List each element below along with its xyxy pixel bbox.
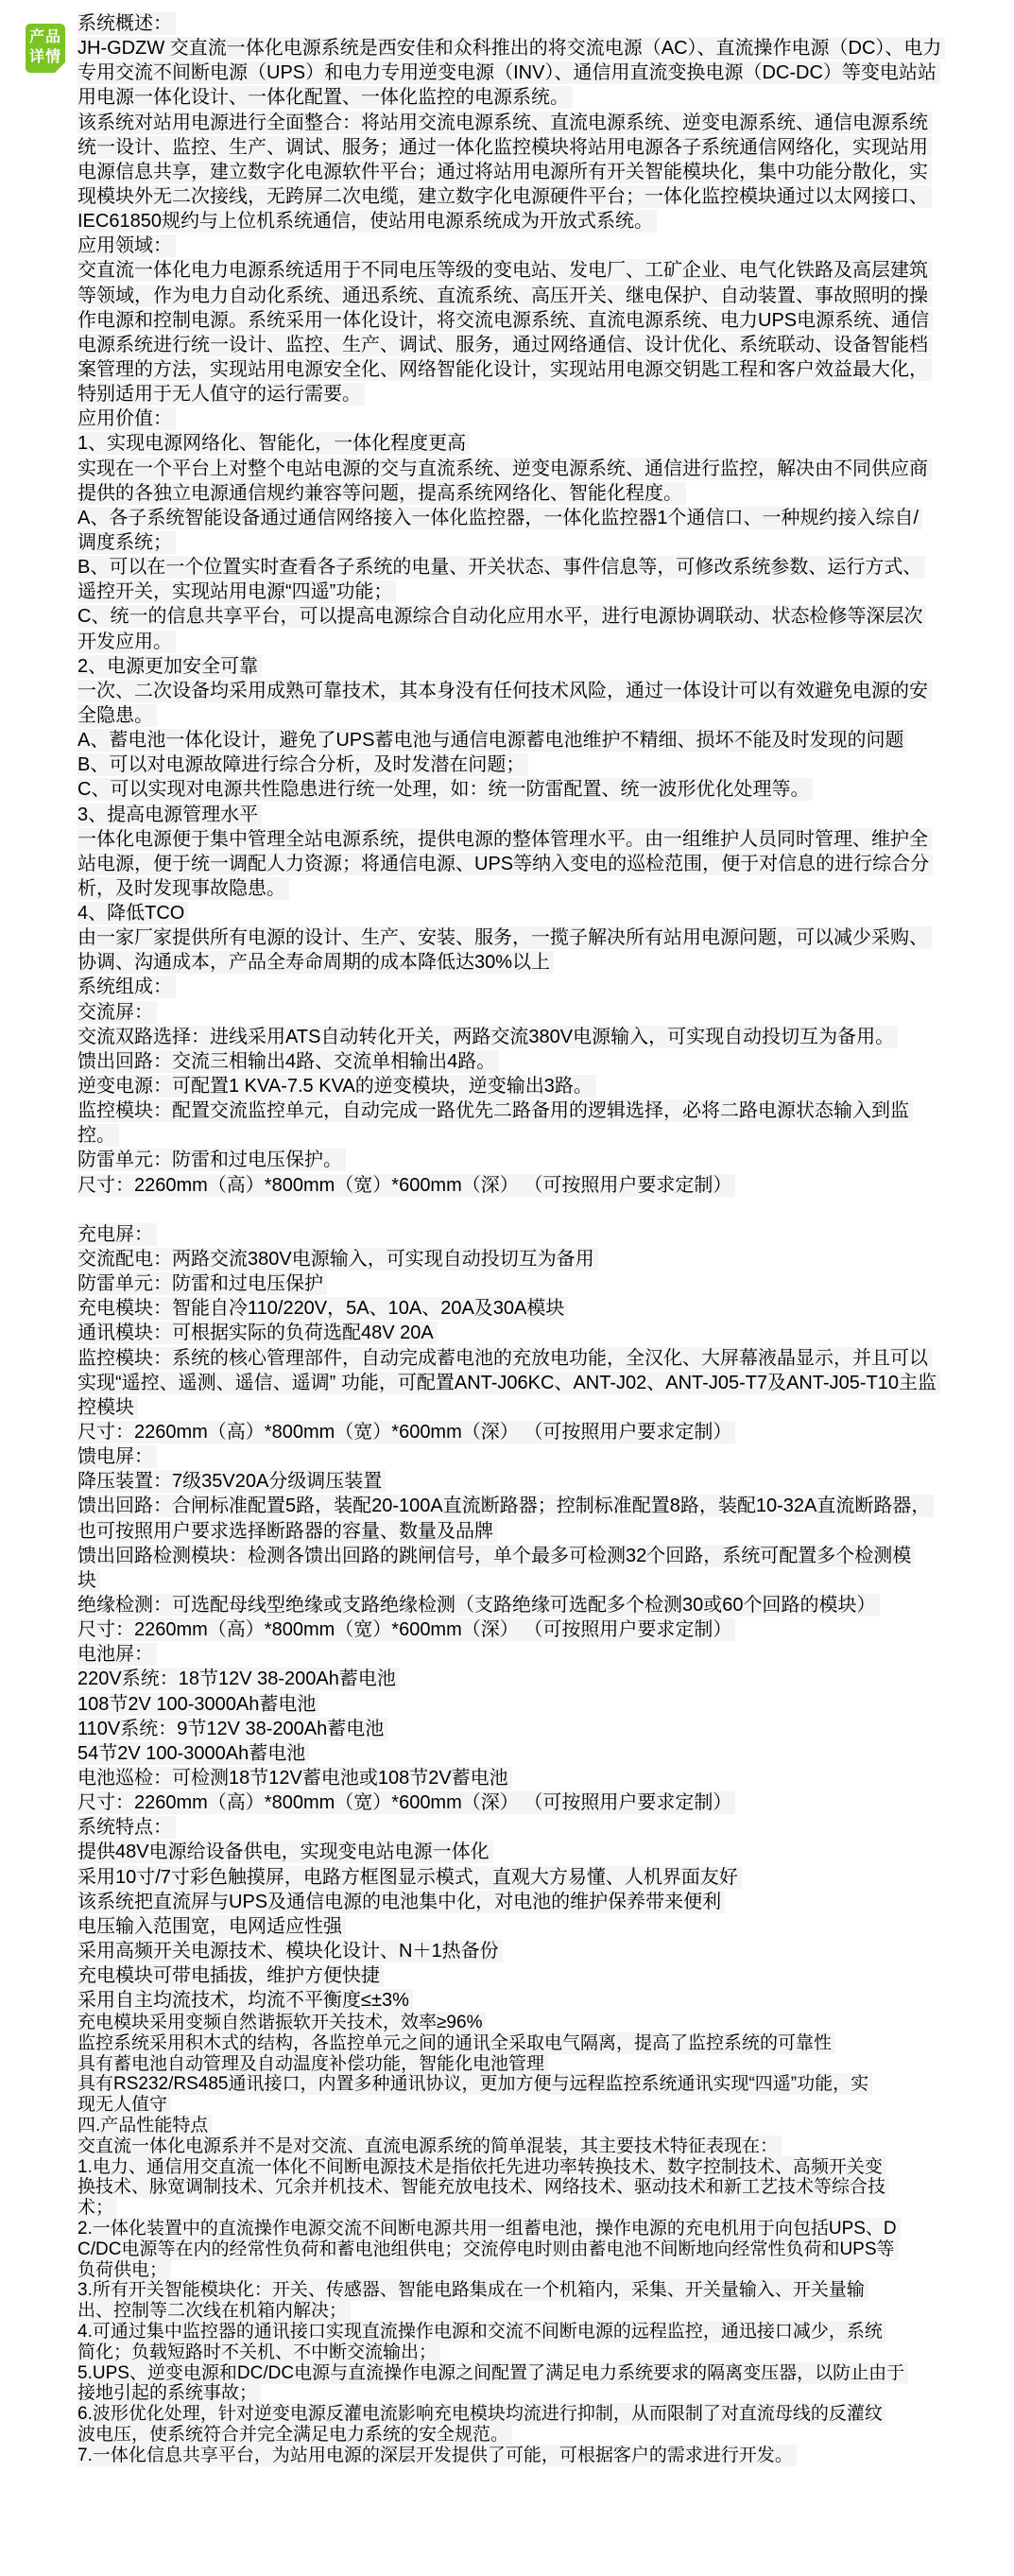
badge-text-line1: 产品: [28, 29, 61, 45]
text-line: 防雷单元：防雷和过电压保护: [77, 1271, 999, 1296]
text-line: 1.电力、通信用交直流一体化不间断电源技术是指依托先进功率转换技术、数字控制技术、高频开关变: [77, 2157, 999, 2178]
text-line: 4.可通过集中监控器的通讯接口实现直流操作电源和交流不间断电源的远程监控，通迅接口减少，系统: [77, 2322, 999, 2343]
text-line: 馈出回路检测模块：检测各馈出回路的跳闸信号，单个最多可检测32个回路，系统可配置多个检测模: [77, 1544, 999, 1568]
text-line: 调度系统；: [77, 530, 999, 555]
text-line: 逆变电源：可配置1 KVA-7.5 KVA的逆变模块，逆变输出3路。: [77, 1074, 999, 1098]
text-line: 馈出回路：交流三相输出4路、交流单相输出4路。: [77, 1049, 999, 1074]
text-line: 充电模块：智能自冷110/220V，5A、10A、20A及30A模块: [77, 1296, 999, 1321]
text-line: 接地引起的系统事故；: [77, 2383, 999, 2404]
text-line: 2.一体化装置中的直流操作电源交流不间断电源共用一组蓄电池，操作电源的充电机用于向包括UPS、D: [77, 2219, 999, 2239]
text-line: 3、提高电源管理水平: [77, 803, 999, 827]
text-line: 实现“遥控、遥测、遥信、遥调” 功能，可配置ANT-J06KC、ANT-J02、ANT-J05-T7及ANT-J05-T10主监: [77, 1371, 999, 1395]
text-line: 出、控制等二次线在机箱内解决；: [77, 2301, 999, 2322]
text-line: 尺寸：2260mm（高）*800mm（宽）*600mm（深） （可按照用户要求定制）: [77, 1617, 999, 1642]
text-line: 采用高频开关电源技术、模块化设计、N＋1热备份: [77, 1939, 999, 1963]
text-line: A、蓄电池一体化设计，避免了UPS蓄电池与通信电源蓄电池维护不精细、损坏不能及时发现的问题: [77, 728, 999, 752]
text-line: A、各子系统智能设备通过通信网络接入一体化监控器，一体化监控器1个通信口、一种规约接入综自/: [77, 506, 999, 530]
text-line: 系统特点：: [77, 1815, 999, 1840]
text-line: 54节2V 100-3000Ah蓄电池: [77, 1741, 999, 1766]
product-detail-badge: [26, 24, 65, 73]
text-line: 电压输入范围宽，电网适应性强: [77, 1914, 999, 1939]
text-line: 通讯模块：可根据实际的负荷选配48V 20A: [77, 1321, 999, 1345]
text-line: 绝缘检测：可选配母线型绝缘或支路绝缘检测（支路绝缘可选配多个检测30或60个回路的模块）: [77, 1593, 999, 1617]
text-line: 充电模块采用变频自然谐振软开关技术，效率≥96%: [77, 2013, 999, 2033]
text-line: 提供48V电源给设备供电，实现变电站电源一体化: [77, 1840, 999, 1864]
text-line: 站电源，便于统一调配人力资源；将通信电源、UPS等纳入变电的巡检范围，便于对信息的进行综合分: [77, 852, 999, 876]
text-line: 块: [77, 1568, 999, 1593]
text-line: 一体化电源便于集中管理全站电源系统，提供电源的整体管理水平。由一组维护人员同时管理、维护全: [77, 827, 999, 852]
text-line: 系统概述：: [77, 11, 999, 36]
text-line: 由一家厂家提供所有电源的设计、生产、安装、服务，一揽子解决所有站用电源问题，可以减少采购、: [77, 925, 999, 950]
text-line: 等领域，作为电力自动化系统、通迅系统、直流系统、高压开关、继电保护、自动装置、事故照明的操: [77, 284, 999, 308]
text-line: 用电源一体化设计、一体化配置、一体化监控的电源系统。: [77, 85, 999, 110]
text-line: JH-GDZW 交直流一体化电源系统是西安佳和众科推出的将交流电源（AC）、直流操作电源（DC）、电力: [77, 36, 999, 61]
text-line: 一次、二次设备均采用成熟可靠技术，其本身没有任何技术风险，通过一体设计可以有效避免电源的安: [77, 679, 999, 703]
text-line: B、可以对电源故障进行综合分析，及时发潜在问题；: [77, 752, 999, 777]
text-line: 专用交流不间断电源（UPS）和电力专用逆变电源（INV）、通信用直流变换电源（DC-DC）等变电站站: [77, 61, 999, 85]
text-line: 具有RS232/RS485通讯接口，内置多种通讯协议，更加方便与远程监控系统通讯实现“四遥”功能，实: [77, 2074, 999, 2095]
text-line: 监控系统采用积木式的结构，各监控单元之间的通讯全采取电气隔离，提高了监控系统的可靠性: [77, 2033, 999, 2054]
badge-fold-corner: [55, 62, 65, 73]
features-text: [77, 2013, 999, 2466]
text-line: 案管理的方法，实现站用电源安全化、网络智能化设计，实现站用电源交钥匙工程和客户效益最大化，: [77, 357, 999, 382]
text-line: IEC61850规约与上位机系统通信，使站用电源系统成为开放式系统。: [77, 209, 999, 233]
text-line: 采用10寸/7寸彩色触摸屏，电路方框图显示模式，直观大方易懂、人机界面友好: [77, 1865, 999, 1890]
text-line: 具有蓄电池自动管理及自动温度补偿功能，智能化电池管理: [77, 2054, 999, 2075]
text-line: 108节2V 100-3000Ah蓄电池: [77, 1692, 999, 1717]
text-line: 6.波形优化处理，针对逆变电源反灌电流影响充电模块均流进行抑制，从而限制了对直流母线的反灌纹: [77, 2404, 999, 2425]
text-line: 现模块外无二次接线，无跨屏二次电缆，建立数字化电源硬件平台；一体化监控模块通过以太网接口、: [77, 184, 999, 209]
text-line: 术；: [77, 2198, 999, 2219]
text-line: 尺寸：2260mm（高）*800mm（宽）*600mm（深） （可按照用户要求定制）: [77, 1173, 999, 1198]
text-line: 充电模块可带电插拔，维护方便快捷: [77, 1963, 999, 1988]
text-line: 该系统把直流屏与UPS及通信电源的电池集中化，对电池的维护保养带来便利: [77, 1890, 999, 1914]
text-line: 交流双路选择：进线采用ATS自动转化开关，两路交流380V电源输入，可实现自动投切互为备用。: [77, 1025, 999, 1049]
text-line: 3.所有开关智能模块化：开关、传感器、智能电路集成在一个机箱内，采集、开关量输入、开关量输: [77, 2280, 999, 2301]
text-line: 现无人值守: [77, 2095, 999, 2116]
text-line: 电源系统进行统一设计、监控、生产、调试、服务，通过网络通信、设计优化、系统联动、设备智能档: [77, 333, 999, 357]
text-line: 实现在一个平台上对整个电站电源的交与直流系统、逆变电源系统、通信进行监控，解决由不同供应商: [77, 457, 999, 481]
text-line: 1、实现电源网络化、智能化，一体化程度更高: [77, 431, 999, 456]
text-line: C/DC电源等在内的经常性负荷和蓄电池组供电；交流停电时则由蓄电池不间断地向经常性负荷和UPS等: [77, 2239, 999, 2260]
text-line: 应用领域：: [77, 233, 999, 258]
text-line: 析，及时发现事故隐患。: [77, 876, 999, 901]
text-line: 交流配电：两路交流380V电源输入，可实现自动投切互为备用: [77, 1247, 999, 1271]
text-line: 控模块: [77, 1395, 999, 1420]
text-line: C、统一的信息共享平台，可以提高电源综合自动化应用水平，进行电源协调联动、状态检修等深层次: [77, 604, 999, 629]
text-line: 尺寸：2260mm（高）*800mm（宽）*600mm（深） （可按照用户要求定制）: [77, 1790, 999, 1815]
text-line: 应用价值：: [77, 406, 999, 431]
text-line: 7.一体化信息共享平台，为站用电源的深层开发提供了可能，可根据客户的需求进行开发。: [77, 2446, 999, 2466]
text-line: 尺寸：2260mm（高）*800mm（宽）*600mm（深） （可按照用户要求定制）: [77, 1420, 999, 1444]
text-line: 四.产品性能特点: [77, 2116, 999, 2136]
text-line: 监控模块：系统的核心管理部件，自动完成蓄电池的充放电功能，全汉化、大屏幕液晶显示，并且可以: [77, 1346, 999, 1371]
text-line: 也可按照用户要求选择断路器的容量、数量及品牌: [77, 1519, 999, 1544]
text-line: 馈出回路：合闸标准配置5路，装配20-100A直流断路器；控制标准配置8路，装配10-32A直流断路器，: [77, 1494, 999, 1518]
text-line: 220V系统：18节12V 38-200Ah蓄电池: [77, 1667, 999, 1691]
text-line: 换技术、脉宽调制技术、冗余并机技术、智能充放电技术、网络技术、驱动技术和新工艺技术等综合技: [77, 2177, 999, 2198]
text-line: 协调、沟通成本，产品全寿命周期的成本降低达30%以上: [77, 950, 999, 975]
text-line: 波电压，使系统符合并完全满足电力系统的安全规范。: [77, 2425, 999, 2446]
badge-text-line2: 详情: [28, 49, 61, 65]
text-line: 电池巡检：可检测18节12V蓄电池或108节2V蓄电池: [77, 1766, 999, 1790]
text-line: 电源信息共享，建立数字化电源软件平台；通过将站用电源所有开关智能模块化，集中功能分散化，实: [77, 160, 999, 184]
text-line: 监控模块：配置交流监控单元，自动完成一路优先二路备用的逻辑选择，必将二路电源状态输入到监: [77, 1098, 999, 1123]
text-line: 特别适用于无人值守的运行需要。: [77, 382, 999, 406]
text-line: 简化；负载短路时不关机、不中断交流输出；: [77, 2343, 999, 2363]
text-line: 馈电屏：: [77, 1444, 999, 1469]
text-line: 该系统对站用电源进行全面整合：将站用交流电源系统、直流电源系统、逆变电源系统、通信电源系统: [77, 111, 999, 135]
text-line: 防雷单元：防雷和过电压保护。: [77, 1148, 999, 1172]
text-line: 系统组成：: [77, 975, 999, 999]
text-line: 2、电源更加安全可靠: [77, 654, 999, 679]
text-line: 4、降低TCO: [77, 901, 999, 925]
text-line: 降压装置：7级35V20A分级调压装置: [77, 1469, 999, 1494]
text-line: 统一设计、监控、生产、调试、服务；通过一体化监控模块将站用电源各子系统通信网络化，实现站用: [77, 135, 999, 160]
text-line: 交直流一体化电源系并不是对交流、直流电源系统的简单混装，其主要技术特征表现在：: [77, 2136, 999, 2157]
text-line: 负荷供电；: [77, 2260, 999, 2281]
text-line: 电池屏：: [77, 1642, 999, 1667]
text-line: 开发应用。: [77, 630, 999, 654]
text-line: 5.UPS、逆变电源和DC/DC电源与直流操作电源之间配置了满足电力系统要求的隔离变压器，以防止由于: [77, 2363, 999, 2384]
text-line: 全隐患。: [77, 703, 999, 728]
text-line: 110V系统：9节12V 38-200Ah蓄电池: [77, 1717, 999, 1741]
text-line: 作电源和控制电源。系统采用一体化设计，将交流电源系统、直流电源系统、电力UPS电源系统、通信: [77, 308, 999, 333]
text-line: [77, 1198, 999, 1222]
text-line: 控。: [77, 1123, 999, 1148]
text-line: B、可以在一个位置实时查看各子系统的电量、开关状态、事件信息等，可修改系统参数、运行方式、: [77, 555, 999, 579]
text-line: 交直流一体化电力电源系统适用于不同电压等级的变电站、发电厂、工矿企业、电气化铁路及高层建筑: [77, 258, 999, 283]
text-line: 遥控开关，实现站用电源“四遥”功能；: [77, 579, 999, 604]
text-line: 采用自主均流技术，均流不平衡度≤±3%: [77, 1988, 999, 2013]
text-line: 提供的各独立电源通信规约兼容等问题，提高系统网络化、智能化程度。: [77, 481, 999, 506]
main-text: [77, 11, 999, 2013]
text-line: 充电屏：: [77, 1222, 999, 1247]
text-line: 交流屏：: [77, 1000, 999, 1025]
text-line: C、可以实现对电源共性隐患进行统一处理，如：统一防雷配置、统一波形优化处理等。: [77, 777, 999, 802]
